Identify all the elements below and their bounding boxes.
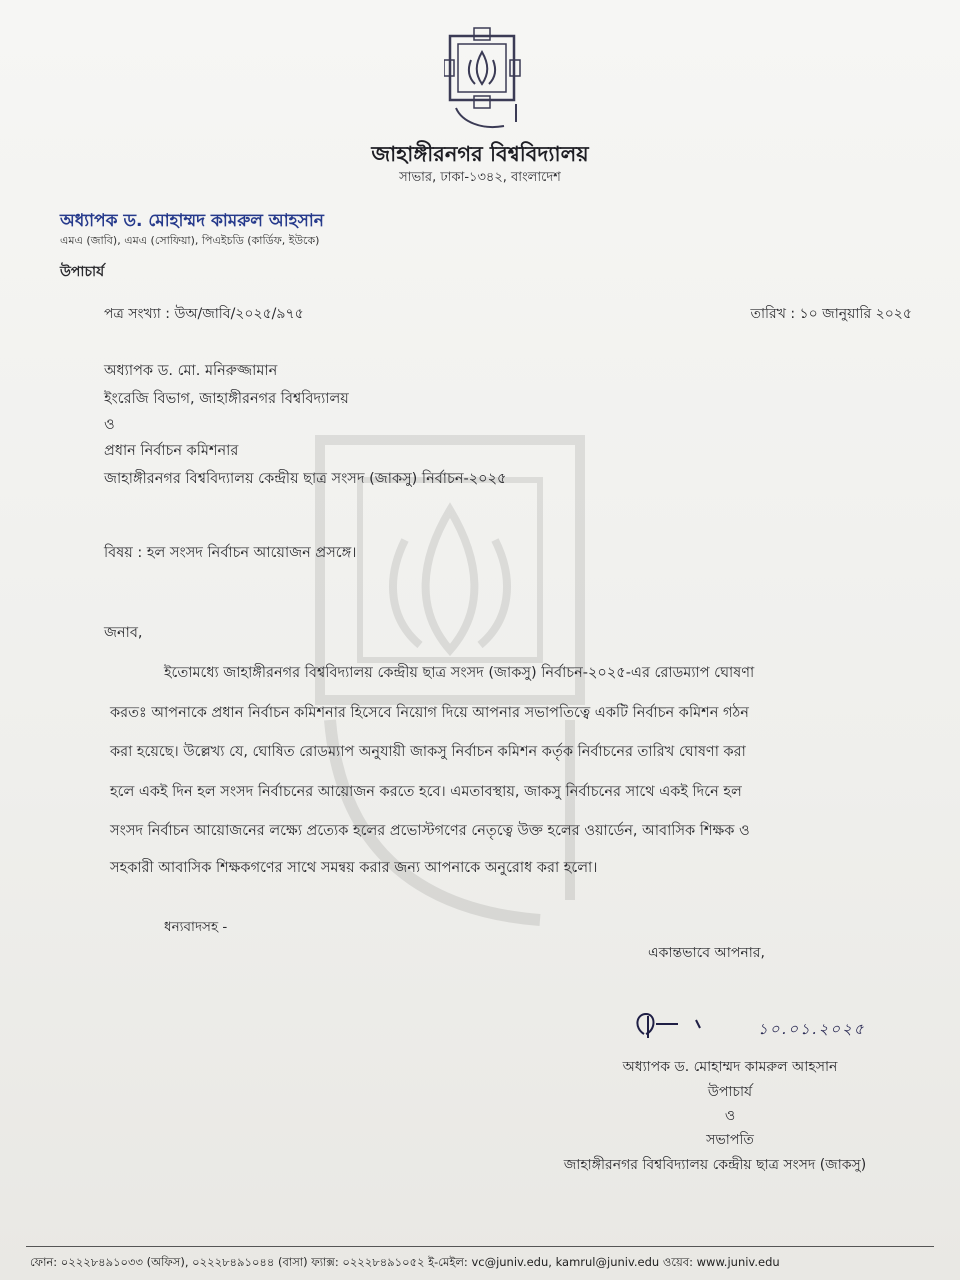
footer-contact: ফোন: ০২২২৮৪৯১০৩৩ (অফিস), ০২২২৮৪৯১০৪৪ (বাসা) ফ্যাক্স: ০২২২৮৪৯১০৫২ ই-মেইল: vc@juniv.edu, kamrul@juniv.edu ওয়েব: www.juniv.edu [30, 1255, 780, 1269]
signatory-conjunction: ও [724, 1108, 736, 1124]
body-line: সংসদ নির্বাচন আয়োজনের লক্ষ্যে প্রত্যেক হলের প্রভোস্টগণের নেতৃত্বে উক্ত হলের ওয়ার্ডেন, আবাসিক শিক্ষক ও [110, 823, 750, 839]
signatory-organization: জাহাঙ্গীরনগর বিশ্ববিদ্যালয় কেন্দ্রীয় ছাত্র সংসদ (জাকসু) [563, 1157, 867, 1173]
signatory-title: উপাচার্য [707, 1084, 753, 1100]
body-line: সহকারী আবাসিক শিক্ষকগণের সাথে সমন্বয় করার জন্য আপনাকে অনুরোধ করা হলো। [110, 860, 598, 876]
university-seal-icon [444, 26, 524, 134]
university-address: সাভার, ঢাকা-১৩৪২, বাংলাদেশ [399, 170, 561, 185]
body-line: করা হয়েছে। উল্লেখ্য যে, ঘোষিত রোডম্যাপ অনুযায়ী জাকসু নির্বাচন কমিশন কর্তৃক নির্বাচনের তারিখ ঘোষণা করা [110, 744, 746, 760]
recipient-line: অধ্যাপক ড. মো. মনিরুজ্জামান [104, 363, 278, 379]
footer-divider [26, 1246, 934, 1247]
signatory-name: অধ্যাপক ড. মোহাম্মদ কামরুল আহসান [622, 1059, 838, 1075]
university-name: জাহাঙ্গীরনগর বিশ্ববিদ্যালয় [371, 142, 589, 166]
recipient-line: জাহাঙ্গীরনগর বিশ্ববিদ্যালয় কেন্দ্রীয় ছাত্র সংসদ (জাকসু) নির্বাচন-২০২৫ [104, 471, 507, 487]
body-line: হলে একই দিন হল সংসদ নির্বাচনের আয়োজন করতে হবে। এমতাবস্থায়, জাকসু নির্বাচনের সাথে একই দিনে হল [110, 784, 742, 800]
signatory-role: সভাপতি [706, 1132, 754, 1148]
signature-date: ১০.০১.২০২৫ [758, 1020, 866, 1038]
closing-thanks: ধন্যবাদসহ - [164, 919, 228, 935]
recipient-line: ও [104, 417, 115, 433]
yours-faithfully: একান্তভাবে আপনার, [648, 945, 765, 961]
handwritten-signature-icon [626, 1006, 736, 1046]
body-line: ইতোমধ্যে জাহাঙ্গীরনগর বিশ্ববিদ্যালয় কেন্দ্রীয় ছাত্র সংসদ (জাকসু) নির্বাচন-২০২৫-এর রোডম্যাপ ঘোষণা [164, 665, 755, 681]
recipient-line: প্রধান নির্বাচন কমিশনার [104, 443, 239, 459]
recipient-line: ইংরেজি বিভাগ, জাহাঙ্গীরনগর বিশ্ববিদ্যালয় [104, 391, 349, 407]
body-line: করতঃ আপনাকে প্রধান নির্বাচন কমিশনার হিসেবে নিয়োগ দিয়ে আপনার সভাপতিত্বে একটি নির্বাচন কমিশন গঠন [110, 705, 749, 721]
sender-name: অধ্যাপক ড. মোহাম্মদ কামরুল আহসান [60, 211, 324, 231]
sender-title: উপাচার্য [60, 264, 105, 280]
salutation: জনাব, [104, 625, 143, 641]
letter-date: তারিখ : ১০ জানুয়ারি ২০২৫ [750, 306, 912, 322]
sender-degrees: এমএ (জাবি), এমএ (সোফিয়া), পিএইচডি (কার্ডিফ, ইউকে) [60, 234, 320, 247]
memo-number: পত্র সংখ্যা : উঅ/জাবি/২০২৫/৯৭৫ [104, 306, 304, 322]
letter-subject: বিষয় : হল সংসদ নির্বাচন আয়োজন প্রসঙ্গে। [104, 545, 357, 561]
